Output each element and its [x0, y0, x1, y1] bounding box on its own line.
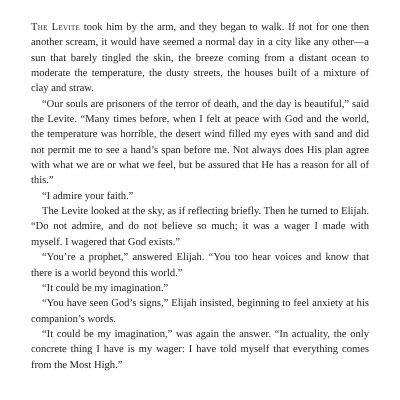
opening-lead-in: The Levite — [31, 22, 81, 33]
paragraph: “I admire your faith.” — [42, 190, 134, 202]
paragraph: “Our souls are prisoners of the terror of death, and the day is beautiful,” said the Levite. “Many times before, when I felt at peace with God and the world, the temperature was horrible, the desert wind filled my eyes with sand and did not permit me to see a hand’s span before me. Not always does His plan agree with what we are or what we feel, but be assured that He has a reason for all of this.” — [31, 98, 369, 187]
opening-text: took him by the arm, and they began to walk. If not for one then another scream, it would have seemed a normal day in a city like any other—a sun that barely tingled the skin, the breeze coming from a distant ocean to moderate the temperature, the dusty streets, the houses built of a mixture of clay and straw. — [31, 22, 369, 95]
paragraph: “You’re a prophet,” answered Elijah. “You too hear voices and know that there is a world beyond this world.” — [31, 252, 369, 279]
paragraph: The Levite looked at the sky, as if reflecting briefly. Then he turned to Elijah. “Do not admire, and do not believe so much; it was a wager I made with myself. I wagered that God exists.” — [31, 206, 369, 248]
paragraph: “You have seen God’s signs,” Elijah insisted, beginning to feel anxiety at his companion’s words. — [31, 298, 369, 325]
opening-paragraph — [31, 20, 369, 97]
paragraph: “It could be my imagination.” — [42, 282, 169, 294]
paragraph: “It could be my imagination,” was again the answer. “In actuality, the only concrete thing I have is my wager: I have told myself that everything comes from the Most High.” — [31, 328, 369, 371]
